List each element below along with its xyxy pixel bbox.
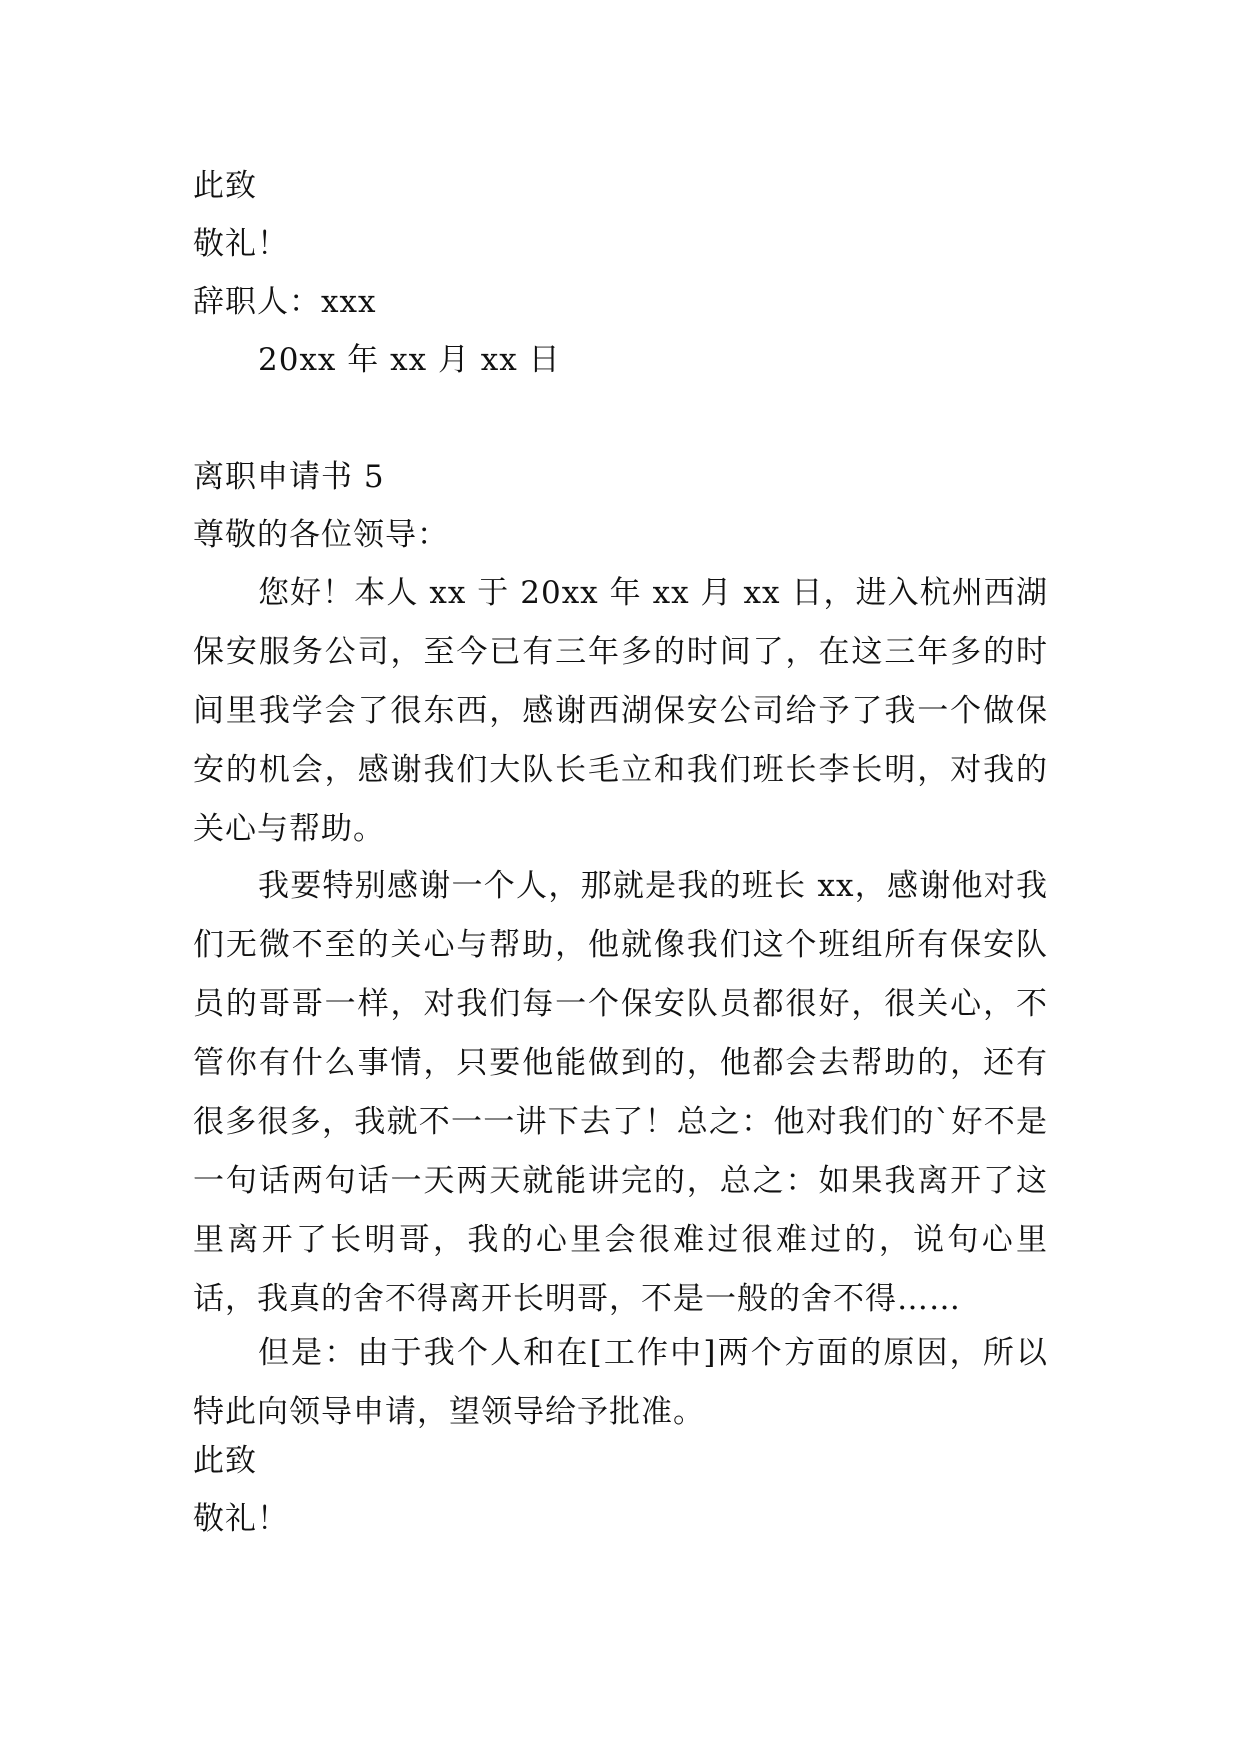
closing-text-2: 此致 (193, 1443, 257, 1479)
closing-text: 此致 (193, 168, 257, 204)
paragraph-1: 您好！本人 xx 于 20xx 年 xx 月 xx 日，进入杭州西湖保安服务公司，至今已有三年多的时间了，在这三年多的时间里我学会了很东西，感谢西湖保安公司给予了我一个做保安的机会，感谢我们大队长毛立和我们班长李长明，对我的关心与帮助。 (193, 575, 1048, 847)
salute-text: 敬礼！ (193, 226, 289, 262)
letter-title: 离职申请书 5 (193, 459, 385, 495)
paragraph-3: 但是：由于我个人和在[工作中]两个方面的原因，所以特此向领导申请，望领导给予批准。 (193, 1335, 1048, 1430)
paragraph-2: 我要特别感谢一个人，那就是我的班长 xx，感谢他对我们无微不至的关心与帮助，他就像我们这个班组所有保安队员的哥哥一样，对我们每一个保安队员都很好，很关心，不管你有什么事情，只要他能做到的，他都会去帮助的，还有很多很多，我就不一一讲下去了！总之：他对我们的`好不是一句话两句话一天两天就能讲完的，总之：如果我离开了这里离开了长明哥，我的心里会很难过很难过的，说句心里话，我真的舍不得离开长明哥，不是一般的舍不得…… (193, 868, 1048, 1317)
letter-greeting: 尊敬的各位领导： (193, 517, 449, 553)
date-line: 20xx 年 xx 月 xx 日 (258, 342, 561, 378)
salute-text-2: 敬礼！ (193, 1501, 289, 1537)
signer-line: 辞职人：xxx (193, 284, 377, 320)
